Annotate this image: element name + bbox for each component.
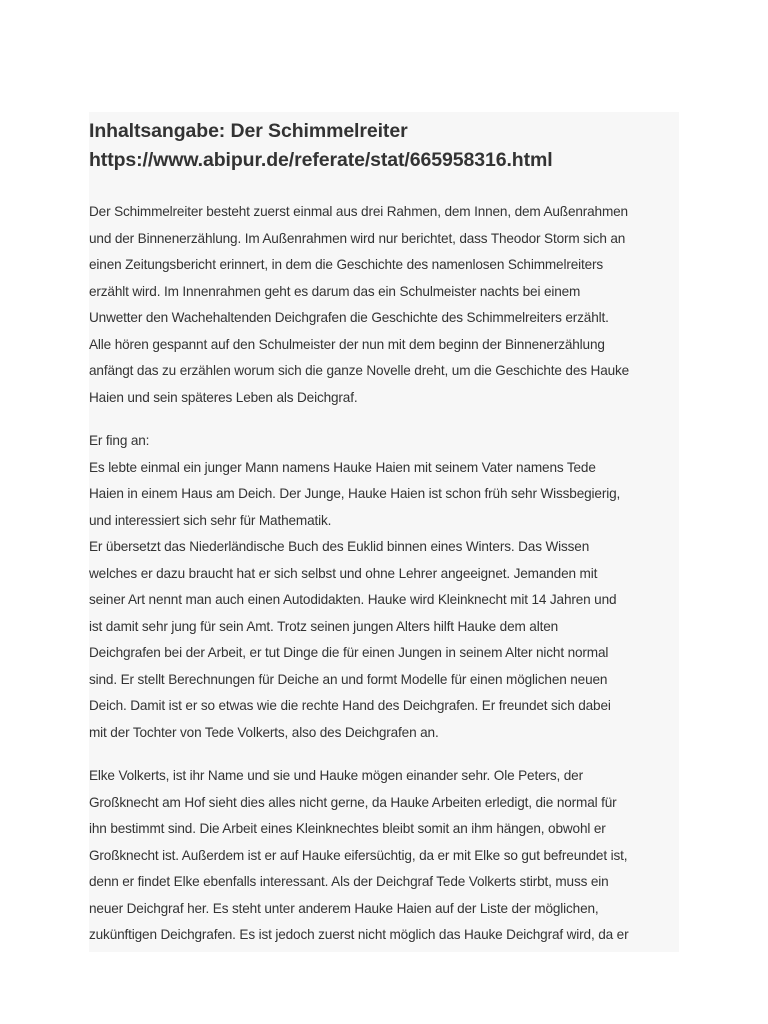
text-line: und der Binnenerzählung. Im Außenrahmen wird nur berichtet, dass Theodor Storm sich an (89, 230, 626, 246)
text-line: Unwetter den Wachehaltenden Deichgrafen die Geschichte des Schimmelreiters erzählt. (89, 310, 609, 325)
text-line: Der Schimmelreiter besteht zuerst einmal aus drei Rahmen, dem Innen, dem Außenrahmen (89, 204, 628, 219)
text-line: Großknecht am Hof sieht dies alles nicht gerne, da Hauke Arbeiten erledigt, die normal für (89, 794, 617, 810)
text-line: Alle hören gespannt auf den Schulmeister der nun mit dem beginn der Binnenerzählung (89, 336, 605, 352)
text-line: Es lebte einmal ein junger Mann namens Hauke Haien mit seinem Vater namens Tede (89, 459, 596, 475)
text-line: sind. Er stellt Berechnungen für Deiche an und formt Modelle für einen möglichen neuen (89, 671, 608, 687)
text-line: Elke Volkerts, ist ihr Name und sie und Hauke mögen einander sehr. Ole Peters, der (89, 768, 583, 783)
text-line: neuer Deichgraf her. Es steht unter anderem Hauke Haien auf der Liste der möglichen, (89, 900, 599, 916)
title-line-2-url: https://www.abipur.de/referate/stat/665958316.html (89, 149, 553, 171)
text-line: und interessiert sich sehr für Mathematik. (89, 512, 332, 528)
paragraph (89, 763, 679, 949)
text-line: Er fing an: (89, 433, 150, 448)
text-line: Haien in einem Haus am Deich. Der Junge, Hauke Haien ist schon früh sehr Wissbegierig, (89, 486, 621, 501)
text-line: Deich. Damit ist er so etwas wie die rechte Hand des Deichgrafen. Er freundet sich dabei (89, 698, 611, 713)
text-line: Großknecht ist. Außerdem ist er auf Hauke eifersüchtig, da er mit Elke so gut befreundet ist, (89, 847, 628, 863)
document-title (89, 112, 679, 175)
text-line: zukünftigen Deichgrafen. Es ist jedoch zuerst nicht möglich das Hauke Deichgraf wird, da er (89, 927, 629, 942)
text-line: Haien und sein späteres Leben als Deichgraf. (89, 389, 358, 405)
title-line-1: Inhaltsangabe: Der Schimmelreiter (89, 120, 408, 142)
document-content (89, 112, 679, 952)
text-line: ihn bestimmt sind. Die Arbeit eines Kleinknechtes bleibt somit an ihm hängen, obwohl er (89, 821, 606, 836)
text-line: erzählt wird. Im Innenrahmen geht es darum das ein Schulmeister nachts bei einem (89, 283, 581, 299)
text-line: einen Zeitungsbericht erinnert, in dem die Geschichte des namenlosen Schimmelreiters (89, 257, 604, 272)
text-line: seiner Art nennt man auch einen Autodidakten. Hauke wird Kleinknecht mit 14 Jahren und (89, 592, 617, 607)
text-line: welches er dazu braucht hat er sich selbst und ohne Lehrer angeeignet. Jemanden mit (89, 565, 598, 581)
text-line: denn er findet Elke ebenfalls interessant. Als der Deichgraf Tede Volkerts stirbt, muss ein (89, 874, 609, 889)
text-line: ist damit sehr jung für sein Amt. Trotz seinen jungen Alters hilft Hauke dem alten (89, 618, 559, 634)
text-line: Er übersetzt das Niederländische Buch des Euklid binnen eines Winters. Das Wissen (89, 539, 590, 554)
text-line: mit der Tochter von Tede Volkerts, also des Deichgrafen an. (89, 724, 439, 740)
document-body (89, 199, 679, 949)
paragraph (89, 199, 679, 411)
text-line: anfängt das zu erzählen worum sich die ganze Novelle dreht, um die Geschichte des Hauke (89, 363, 630, 378)
paragraph (89, 428, 679, 746)
text-line: Deichgrafen bei der Arbeit, er tut Dinge die für einen Jungen in seinem Alter nicht normal (89, 645, 609, 660)
